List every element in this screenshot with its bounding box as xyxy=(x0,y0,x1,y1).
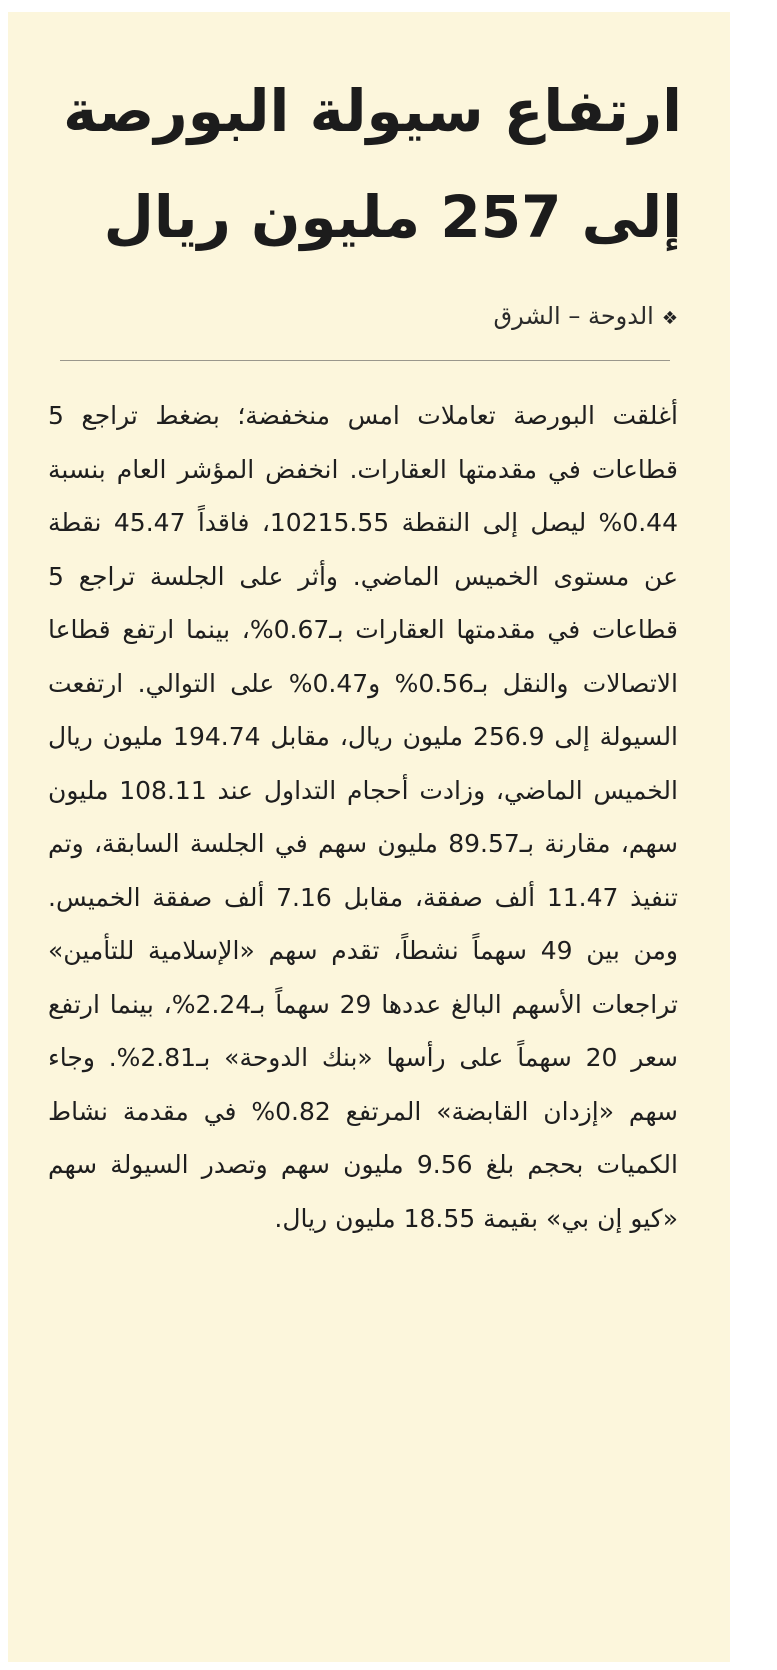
dateline-text: الدوحة – الشرق xyxy=(493,302,654,330)
article-dateline xyxy=(493,298,678,337)
newspaper-clipping xyxy=(8,12,730,1662)
article-body: أغلقت البورصة تعاملات امس منخفضة؛ بضغط تراجع 5 قطاعات في مقدمتها العقارات. انخفض المؤشر العام بنسبة 0.44% ليصل إلى النقطة 10215.55، فاقداً 45.47 نقطة عن مستوى الخميس الماضي. وأثر على الجلسة تراجع 5 قطاعات في مقدمتها العقارات بـ0.67%، بينما ارتفع قطاعا الاتصالات والنقل بـ0.56% و0.47% على التوالي. ارتفعت السيولة إلى 256.9 مليون ريال، مقابل 194.74 مليون ريال الخميس الماضي، وزادت أحجام التداول عند 108.11 مليون سهم، مقارنة بـ89.57 مليون سهم في الجلسة السابقة، وتم تنفيذ 11.47 ألف صفقة، مقابل 7.16 ألف صفقة الخميس. ومن بين 49 سهماً نشطاً، تقدم سهم «الإسلامية للتأمين» تراجعات الأسهم البالغ عددها 29 سهماً بـ2.24%، بينما ارتفع سعر 20 سهماً على رأسها «بنك الدوحة» بـ2.81%. وجاء سهم «إزدان القابضة» المرتفع 0.82% في مقدمة نشاط الكميات بحجم بلغ 9.56 مليون سهم وتصدر السيولة سهم «كيو إن بي» بقيمة 18.55 مليون ريال. xyxy=(48,401,679,1233)
article-headline: ارتفاع سيولة البورصة إلى 257 مليون ريال xyxy=(63,77,682,251)
diamond-bullet-icon: ❖ xyxy=(661,308,678,329)
separator-rule xyxy=(60,360,670,361)
